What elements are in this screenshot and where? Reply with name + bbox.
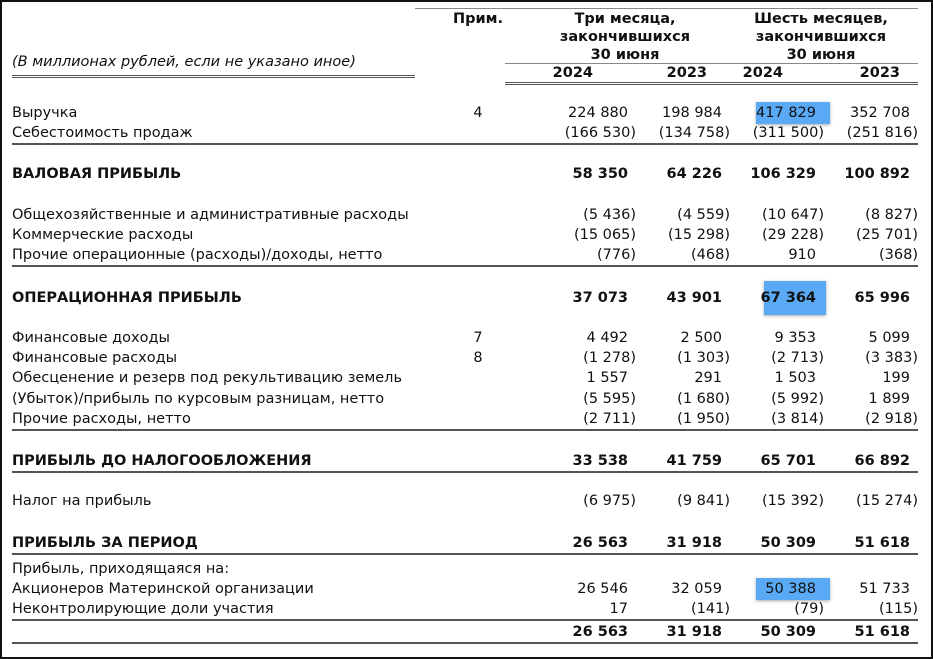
row-rule (12, 642, 918, 644)
row-rule (12, 619, 918, 621)
row-label: Прибыль, приходящаяся на: (12, 561, 230, 577)
value-cell: 51 618 (854, 624, 910, 640)
year-header: 2024 (742, 65, 783, 81)
units-note-rule (12, 75, 415, 78)
row-label: ВАЛОВАЯ ПРИБЫЛЬ (12, 166, 182, 182)
row-label: (Убыток)/прибыль по курсовым разницам, нетто (12, 391, 385, 407)
value-cell: (1 278) (583, 350, 636, 366)
value-cell: (3 814) (771, 411, 824, 427)
row-label: Обесценение и резерв под рекультивацию земель (12, 370, 402, 386)
value-cell: 26 546 (577, 581, 628, 597)
value-cell: 32 059 (671, 581, 722, 597)
row-note: 7 (473, 330, 483, 346)
value-cell: 33 538 (572, 453, 628, 469)
six-months-header-3: 30 июня (786, 47, 856, 63)
value-cell: (2 918) (865, 411, 918, 427)
units-note: (В миллионах рублей, если не указано иное) (12, 54, 356, 70)
value-cell: 58 350 (572, 166, 628, 182)
value-cell: (1 303) (677, 350, 730, 366)
value-cell: (311 500) (752, 125, 824, 141)
value-cell: 106 329 (750, 166, 816, 182)
row-label: Коммерческие расходы (12, 227, 194, 243)
value-cell: 67 364 (760, 290, 816, 306)
three-months-header-1: Три месяца, (574, 11, 676, 27)
row-label: Прочие расходы, нетто (12, 411, 191, 427)
value-cell: (776) (597, 247, 636, 263)
value-cell: (5 436) (583, 207, 636, 223)
value-cell: (1 950) (677, 411, 730, 427)
value-cell: 66 892 (854, 453, 910, 469)
row-label: Общехозяйственные и административные расходы (12, 207, 409, 223)
year-header: 2024 (552, 65, 593, 81)
row-rule (12, 471, 918, 473)
value-cell: 9 353 (774, 330, 816, 346)
value-cell: 51 733 (859, 581, 910, 597)
row-label: Финансовые доходы (12, 330, 170, 346)
value-cell: 198 984 (662, 105, 722, 121)
value-cell: 43 901 (666, 290, 722, 306)
row-label: Финансовые расходы (12, 350, 178, 366)
value-cell: 50 309 (760, 624, 816, 640)
value-cell: 291 (694, 370, 722, 386)
value-cell: 51 618 (854, 535, 910, 551)
value-cell: (134 758) (658, 125, 730, 141)
value-cell: 2 500 (680, 330, 722, 346)
value-cell: (4 559) (677, 207, 730, 223)
value-cell: (25 701) (855, 227, 918, 243)
years-header-rule (505, 82, 918, 85)
value-cell: 50 388 (765, 581, 816, 597)
row-rule (12, 143, 918, 145)
value-cell: 199 (882, 370, 910, 386)
value-cell: 224 880 (568, 105, 628, 121)
value-cell: (9 841) (677, 493, 730, 509)
value-cell: (5 595) (583, 391, 636, 407)
value-cell: 910 (788, 247, 816, 263)
row-note: 4 (473, 105, 483, 121)
value-cell: (468) (691, 247, 730, 263)
value-cell: (3 383) (865, 350, 918, 366)
six-months-header-1: Шесть месяцев, (754, 11, 888, 27)
value-cell: (15 298) (667, 227, 730, 243)
row-rule (12, 553, 918, 555)
value-cell: (6 975) (583, 493, 636, 509)
value-cell: (8 827) (865, 207, 918, 223)
row-rule (12, 265, 918, 267)
row-label: ПРИБЫЛЬ ЗА ПЕРИОД (12, 535, 198, 551)
value-cell: 26 563 (572, 535, 628, 551)
value-cell: (141) (691, 601, 730, 617)
three-months-header-3: 30 июня (590, 47, 660, 63)
value-cell: (251 816) (846, 125, 918, 141)
value-cell: (15 392) (761, 493, 824, 509)
value-cell: 17 (609, 601, 628, 617)
row-label: ОПЕРАЦИОННАЯ ПРИБЫЛЬ (12, 290, 242, 306)
row-label: Неконтролирующие доли участия (12, 601, 274, 617)
value-cell: 352 708 (850, 105, 910, 121)
value-cell: 1 899 (868, 391, 910, 407)
value-cell: (15 274) (855, 493, 918, 509)
row-label: Себестоимость продаж (12, 125, 193, 141)
row-label: Выручка (12, 105, 78, 121)
value-cell: (15 065) (573, 227, 636, 243)
value-cell: (10 647) (761, 207, 824, 223)
value-cell: 31 918 (666, 624, 722, 640)
value-cell: 4 492 (586, 330, 628, 346)
value-cell: (1 680) (677, 391, 730, 407)
value-cell: 5 099 (868, 330, 910, 346)
value-cell: 417 829 (756, 105, 816, 121)
value-cell: 31 918 (666, 535, 722, 551)
row-label: ПРИБЫЛЬ ДО НАЛОГООБЛОЖЕНИЯ (12, 453, 312, 469)
value-cell: 65 701 (760, 453, 816, 469)
value-cell: 26 563 (572, 624, 628, 640)
six-months-header-2: закончившихся (755, 29, 887, 45)
value-cell: 41 759 (666, 453, 722, 469)
value-cell: (2 711) (583, 411, 636, 427)
value-cell: (29 228) (761, 227, 824, 243)
year-header: 2023 (859, 65, 900, 81)
value-cell: 65 996 (854, 290, 910, 306)
value-cell: (368) (879, 247, 918, 263)
header-top-rule (415, 8, 918, 9)
row-label: Прочие операционные (расходы)/доходы, нетто (12, 247, 383, 263)
three-months-header-2: закончившихся (559, 29, 691, 45)
value-cell: 50 309 (760, 535, 816, 551)
value-cell: (115) (879, 601, 918, 617)
value-cell: (2 713) (771, 350, 824, 366)
row-rule (12, 429, 918, 431)
value-cell: (5 992) (771, 391, 824, 407)
value-cell: (166 530) (564, 125, 636, 141)
row-label: Налог на прибыль (12, 493, 152, 509)
value-cell: (79) (794, 601, 824, 617)
year-header: 2023 (666, 65, 707, 81)
value-cell: 37 073 (572, 290, 628, 306)
row-label: Акционеров Материнской организации (12, 581, 314, 597)
note-column-header: Прим. (452, 11, 504, 27)
value-cell: 1 503 (774, 370, 816, 386)
value-cell: 1 557 (586, 370, 628, 386)
value-cell: 64 226 (666, 166, 722, 182)
value-cell: 100 892 (844, 166, 910, 182)
row-note: 8 (473, 350, 483, 366)
